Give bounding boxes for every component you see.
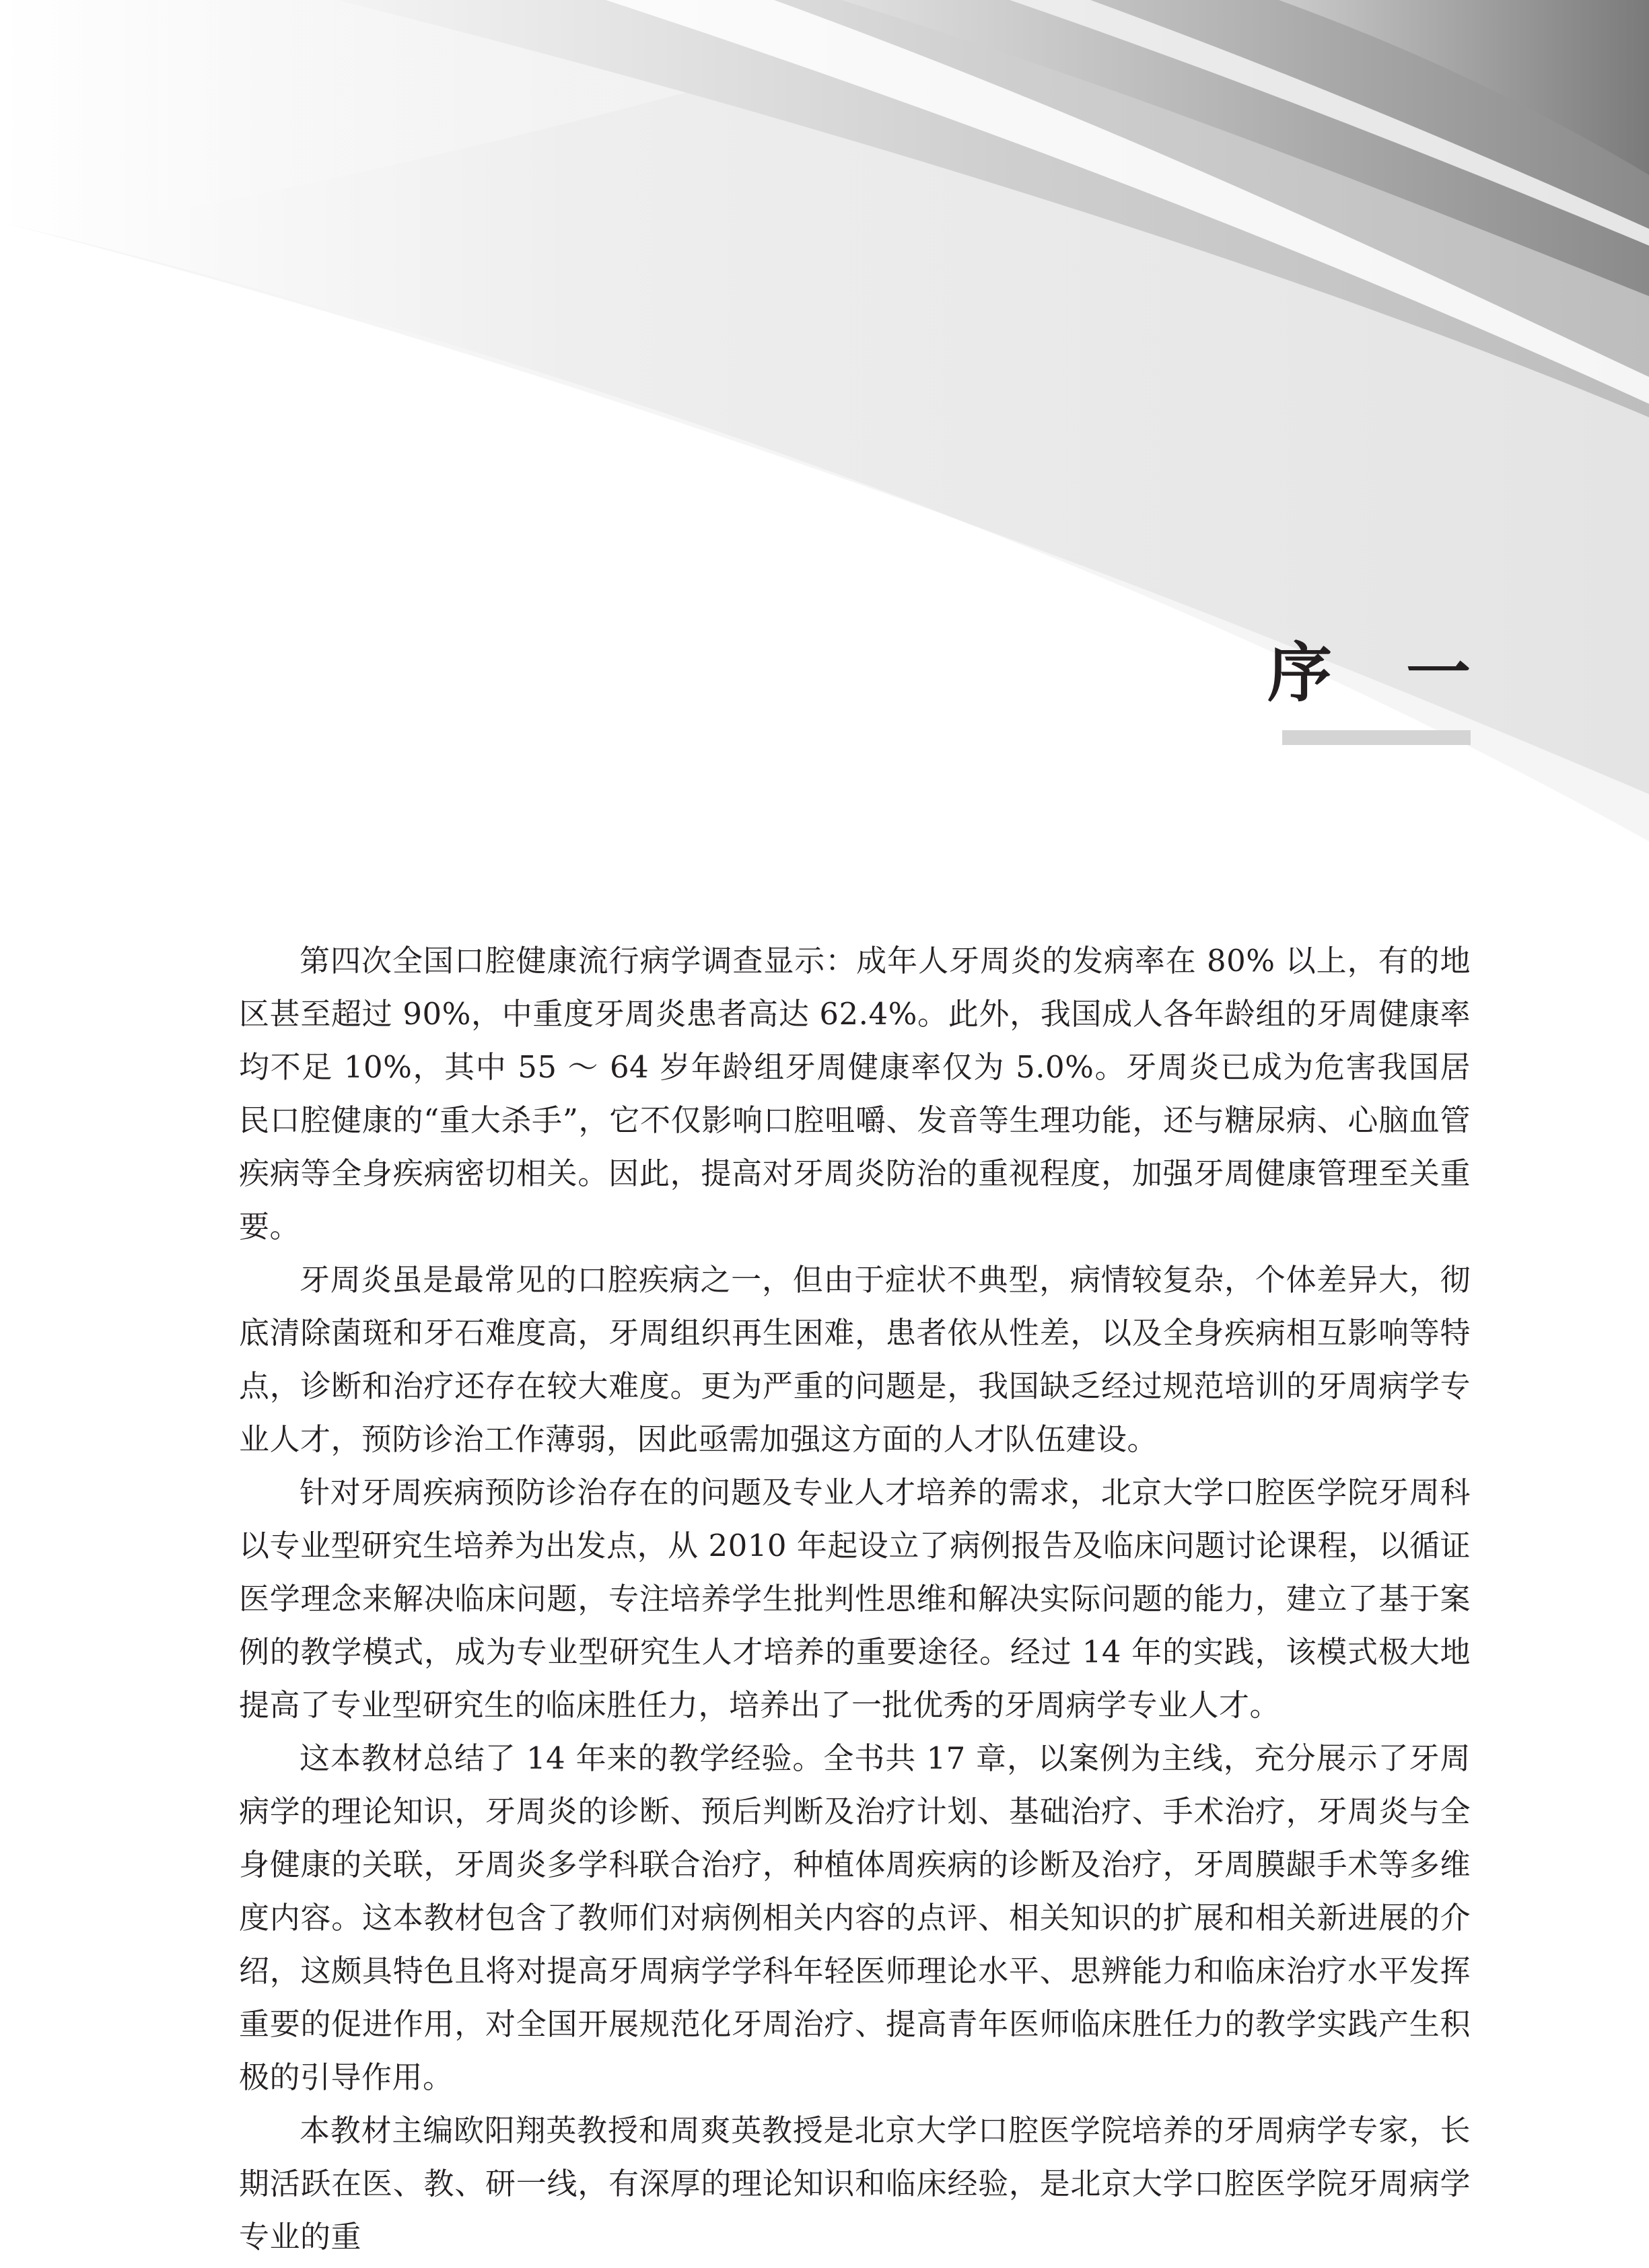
- preface-body: [239, 934, 1471, 2263]
- paragraph: 本教材主编欧阳翔英教授和周爽英教授是北京大学口腔医学院培养的牙周病学专家，长期活跃在医、教、研一线，有深厚的理论知识和临床经验，是北京大学口腔医学院牙周病学专业的重: [239, 2113, 1471, 2255]
- page-title: 序一: [1267, 635, 1545, 711]
- title-underline-bar: [1282, 730, 1471, 745]
- paragraph: 针对牙周疾病预防诊治存在的问题及专业人才培养的需求，北京大学口腔医学院牙周科以专业型研究生培养为出发点，从 2010 年起设立了病例报告及临床问题讨论课程，以循证医学理念来解决临床问题，专注培养学生批判性思维和解决实际问题的能力，建立了基于案例的教学模式，成为专业型研究生人才培养的重要途径。经过 14 年的实践，该模式极大地提高了专业型研究生的临床胜任力，培养出了一批优秀的牙周病学专业人才。: [239, 1475, 1471, 1723]
- paragraph: 这本教材总结了 14 年来的教学经验。全书共 17 章，以案例为主线，充分展示了牙周病学的理论知识，牙周炎的诊断、预后判断及治疗计划、基础治疗、手术治疗，牙周炎与全身健康的关联，牙周炎多学科联合治疗，种植体周疾病的诊断及治疗，牙周膜龈手术等多维度内容。这本教材包含了教师们对病例相关内容的点评、相关知识的扩展和相关新进展的介绍，这颇具特色且将对提高牙周病学学科年轻医师理论水平、思辨能力和临床治疗水平发挥重要的促进作用，对全国开展规范化牙周治疗、提高青年医师临床胜任力的教学实践产生积极的引导作用。: [239, 1740, 1471, 2095]
- paragraph: 第四次全国口腔健康流行病学调查显示：成年人牙周炎的发病率在 80% 以上，有的地区甚至超过 90%，中重度牙周炎患者高达 62.4%。此外，我国成人各年龄组的牙周健康率均不足 10%，其中 55 ～ 64 岁年龄组牙周健康率仅为 5.0%。牙周炎已成为危害我国居民口腔健康的“重大杀手”，它不仅影响口腔咀嚼、发音等生理功能，还与糖尿病、心脑血管疾病等全身疾病密切相关。因此，提高对牙周炎防治的重视程度，加强牙周健康管理至关重要。: [239, 943, 1471, 1244]
- paragraph: 牙周炎虽是最常见的口腔疾病之一，但由于症状不典型，病情较复杂，个体差异大，彻底清除菌斑和牙石难度高，牙周组织再生困难，患者依从性差，以及全身疾病相互影响等特点，诊断和治疗还存在较大难度。更为严重的问题是，我国缺乏经过规范培训的牙周病学专业人才，预防诊治工作薄弱，因此亟需加强这方面的人才队伍建设。: [239, 1262, 1471, 1457]
